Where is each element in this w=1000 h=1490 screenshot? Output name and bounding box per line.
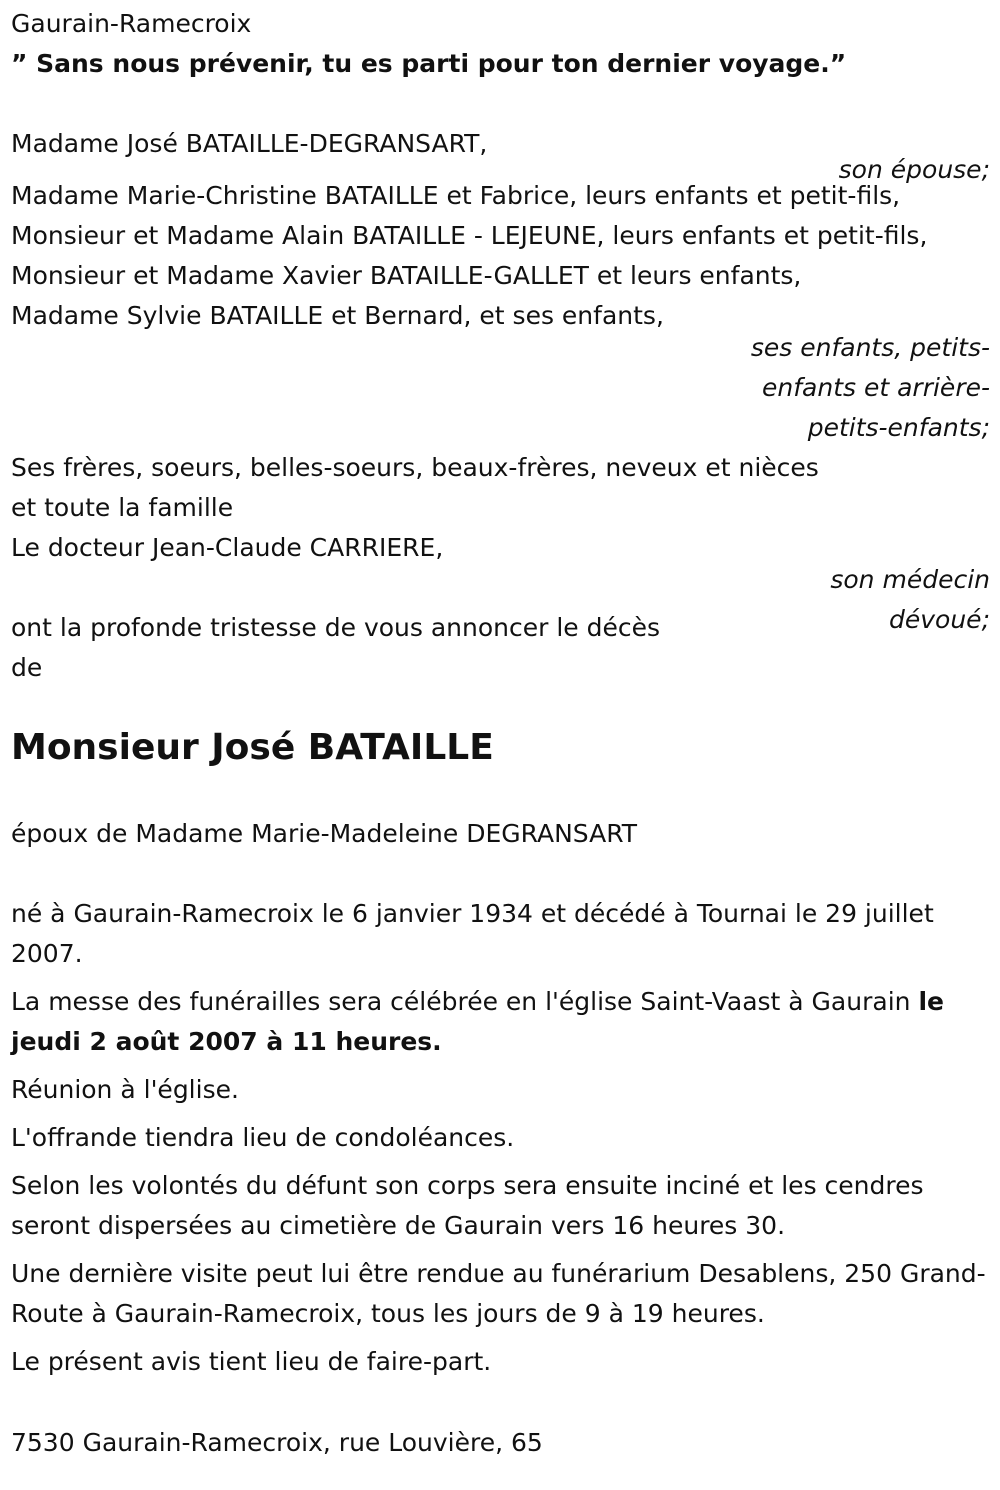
child-line-2: Monsieur et Madame Alain BATAILLE - LEJEUNE, leurs enfants et petit-fils, xyxy=(11,221,928,250)
children-role-1: ses enfants, petits- xyxy=(750,333,990,362)
birth-death: né à Gaurain-Ramecroix le 6 janvier 1934 et décédé à Tournai le 29 juillet 2007. xyxy=(11,899,934,968)
doctor-role-1: son médecin xyxy=(830,565,990,594)
announce-line-1: ont la profonde tristesse de vous annoncer le décès xyxy=(11,613,661,642)
deceased-name: Monsieur José BATAILLE xyxy=(11,727,494,768)
announce-line-2: de xyxy=(11,653,43,682)
doctor-role-2: dévoué; xyxy=(889,605,990,634)
address: 7530 Gaurain-Ramecroix, rue Louvière, 65 xyxy=(11,1428,543,1457)
mass-date: le jeudi 2 août 2007 à 11 heures. xyxy=(11,987,944,1056)
family-line-2: et toute la famille xyxy=(11,493,234,522)
cremation: Selon les volontés du défunt son corps sera ensuite inciné et les cendres seront dispersées au cimetière de Gaurain vers 16 heures 30. xyxy=(11,1171,924,1240)
spouse-name: Madame José BATAILLE-DEGRANSART, xyxy=(11,129,488,158)
offering: L'offrande tiendra lieu de condoléances. xyxy=(11,1123,515,1152)
meeting: Réunion à l'église. xyxy=(11,1075,239,1104)
child-line-1: Madame Marie-Christine BATAILLE et Fabrice, leurs enfants et petit-fils, xyxy=(11,181,901,210)
deceased-spouse: époux de Madame Marie-Madeleine DEGRANSART xyxy=(11,819,638,848)
visit: Une dernière visite peut lui être rendue au funérarium Desablens, 250 Grand-Route à Gaurain-Ramecroix, tous les jours de 9 à 19 heures. xyxy=(11,1259,986,1328)
doctor-name: Le docteur Jean-Claude CARRIERE, xyxy=(11,533,444,562)
place-heading: Gaurain-Ramecroix xyxy=(11,9,252,38)
family-line-1: Ses frères, soeurs, belles-soeurs, beaux-frères, neveux et nièces xyxy=(11,453,819,482)
children-role-2: enfants et arrière- xyxy=(762,373,990,402)
spouse-role: son épouse; xyxy=(838,155,990,184)
children-role-3: petits-enfants; xyxy=(807,413,990,442)
quote: ” Sans nous prévenir, tu es parti pour ton dernier voyage.” xyxy=(11,49,847,78)
mass-paragraph xyxy=(11,982,990,1062)
child-line-4: Madame Sylvie BATAILLE et Bernard, et ses enfants, xyxy=(11,301,664,330)
child-line-3: Monsieur et Madame Xavier BATAILLE-GALLET et leurs enfants, xyxy=(11,261,802,290)
notice: Le présent avis tient lieu de faire-part. xyxy=(11,1347,492,1376)
mass-text: La messe des funérailles sera célébrée en l'église Saint-Vaast à Gaurain xyxy=(11,987,919,1016)
